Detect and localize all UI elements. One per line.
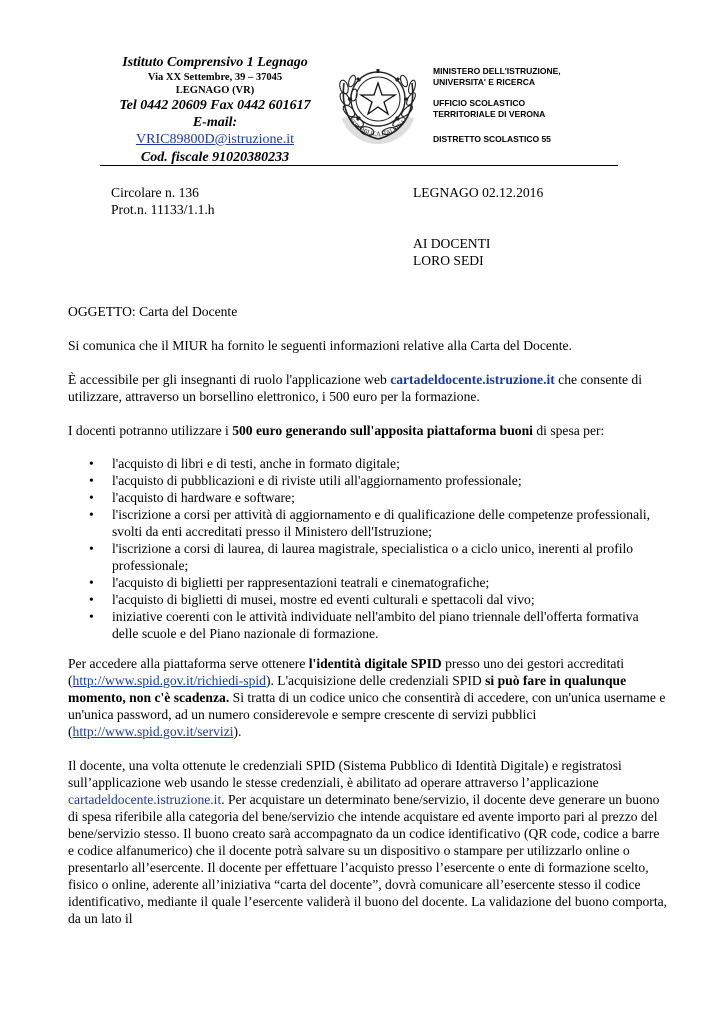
list-item-text: l'acquisto di hardware e software; (112, 490, 295, 505)
list-item-text: l'acquisto di biglietti per rappresentazioni teatrali e cinematografiche; (112, 575, 490, 590)
school-header (100, 54, 330, 166)
paragraph-3-text-a: I docenti potranno utilizzare i (68, 423, 233, 438)
paragraph-4-text-b: presso uno dei gestori accreditati ( (68, 656, 625, 688)
school-name: Istituto Comprensivo 1 Legnago (122, 55, 308, 70)
expense-list (68, 455, 668, 642)
school-tax-code: Cod. fiscale 91020380233 (140, 150, 290, 165)
list-item-text: l'acquisto di biglietti di musei, mostre ed eventi culturali e spettacoli dal vivo; (112, 592, 535, 607)
school-address-line1: Via XX Settembre, 39 – 37045 (147, 72, 283, 83)
list-item (68, 574, 668, 591)
place-date: LEGNAGO 02.12.2016 (413, 185, 544, 200)
paragraph-4-bold-2: si può fare in qualunque momento, non c'è scadenza. (68, 673, 627, 705)
list-item-text: l'acquisto di pubblicazioni e di riviste utili all'aggiornamento professionale; (112, 473, 522, 488)
school-email-link[interactable]: VRIC89800D@istruzione.it (136, 132, 294, 147)
list-item (68, 489, 668, 506)
ministry-line1: MINISTERO DELL'ISTRUZIONE, (433, 66, 561, 76)
list-item (68, 540, 668, 574)
ministry-line2: UNIVERSITA' E RICERCA (433, 77, 535, 87)
school-phone-fax: Tel 0442 20609 Fax 0442 601617 (119, 98, 311, 113)
header-divider (100, 165, 618, 166)
paragraph-4-bold-1: l'identità digitale SPID (308, 656, 442, 671)
school-address-line2: LEGNAGO (VR) (175, 85, 255, 96)
bullet-icon: • (89, 541, 94, 556)
paragraph-5 (68, 757, 668, 927)
cartadeldocente-link[interactable]: cartadeldocente.istruzione.it (390, 372, 555, 387)
district-line: DISTRETTO SCOLASTICO 55 (433, 134, 551, 144)
bullet-icon: • (89, 490, 94, 505)
spid-request-link[interactable]: http://www.spid.gov.it/richiedi-spid (72, 673, 266, 688)
paragraph-4-text-d: Si tratta di un codice unico che consentirà di accedere, con un'unica username e un'unica password, ad un numero considerevole e sempre crescente di servizi pubblici ( (68, 690, 666, 739)
list-item-text: l'acquisto di libri e di testi, anche in formato digitale; (112, 456, 400, 471)
list-item (68, 608, 668, 642)
list-item-text: l'iscrizione a corsi di laurea, di laurea magistrale, specialistica o a ciclo unico, inerenti al profilo professionale; (112, 541, 634, 573)
paragraph-2-text-b: che consente di utilizzare, attraverso un borsellino elettronico, i 500 euro per la formazione. (68, 372, 642, 404)
list-item (68, 591, 668, 608)
spid-services-link[interactable]: http://www.spid.gov.it/servizi (72, 724, 234, 739)
recipients (413, 235, 490, 269)
paragraph-2-text-a: È accessibile per gli insegnanti di ruolo l'applicazione web (68, 372, 391, 387)
list-item (68, 506, 668, 540)
cartadeldocente-link-2[interactable]: cartadeldocente.istruzione.it (68, 792, 222, 807)
paragraph-5-text-b: . Per acquistare un determinato bene/servizio, il docente deve generare un buono di spesa riferibile alla categoria del bene/servizio che intende acquistare ed avente importo pari al prezzo del bene/servizio stesso. Il buono creato sarà accompagnato da un codice identificativo (QR code, codice a barre e codice alfanumerico) che il docente potrà salvare su un dispositivo o stampare per utilizzarlo online o presentarlo all’esercente. Il docente per effettuare l’acquisto presso l’esercente o ente di formazione scelto, fisico o online, aderente all’iniziativa “carta del docente”, dovrà comunicare all’esercente stesso il codice identificativo, mediante il quale l’esercente validerà il buono del docente. La validazione del buono comporta, da un lato il (68, 792, 668, 926)
bullet-icon: • (89, 507, 94, 522)
bullet-icon: • (89, 473, 94, 488)
emblem-icon (332, 53, 424, 149)
list-item-text: l'iscrizione a corsi per attività di aggiornamento e di qualificazione delle competenze professionali, svolti da enti accreditati presso il Ministero dell'Istruzione; (112, 507, 651, 539)
paragraph-4-text-a: Per accedere alla piattaforma serve ottenere (68, 656, 309, 671)
paragraph-3-text-b: di spesa per: (532, 423, 605, 438)
bullet-icon: • (89, 609, 94, 624)
paragraph-3-bold: 500 euro generando sull'apposita piattaforma buoni (232, 423, 533, 438)
bullet-icon: • (89, 456, 94, 471)
circular-number: Circolare n. 136 (111, 185, 199, 200)
school-email-label: E-mail: (192, 115, 238, 130)
list-item-text: iniziative coerenti con le attività individuate nell'ambito del piano triennale dell'offerta formativa delle scuole e del Piano nazionale di formazione. (112, 609, 639, 641)
list-item (68, 472, 668, 489)
emblem-ribbon-textpath: REPVBBLICA ITALIANA (347, 116, 408, 138)
office-line2: TERRITORIALE DI VERONA (433, 109, 546, 119)
paragraph-3 (68, 422, 668, 439)
recipient-line2: LORO SEDI (413, 253, 484, 268)
paragraph-4-text-e: ). (233, 724, 242, 739)
bullet-icon: • (89, 592, 94, 607)
ministry-header (433, 66, 561, 155)
paragraph-1: Si comunica che il MIUR ha fornito le seguenti informazioni relative alla Carta del Docente. (68, 338, 572, 353)
bullet-icon: • (89, 575, 94, 590)
paragraph-5-text-a: Il docente, una volta ottenute le credenziali SPID (Sistema Pubblico di Identità Digitale) e registratosi sull’applicazione web usando le stesse credenziali, è abilitato ad operare attraverso l’applicazione (68, 758, 622, 790)
paragraph-4-text-c: ). L'acquisizione delle credenziali SPID (265, 673, 486, 688)
recipient-line1: AI DOCENTI (413, 236, 491, 251)
circular-info (111, 184, 215, 218)
office-line1: UFFICIO SCOLASTICO (433, 98, 526, 108)
protocol-number: Prot.n. 11133/1.1.h (111, 202, 215, 217)
italian-republic-emblem (332, 53, 424, 149)
list-item (68, 455, 668, 472)
paragraph-2 (68, 371, 668, 405)
subject-line: OGGETTO: Carta del Docente (68, 304, 238, 319)
paragraph-4 (68, 655, 668, 740)
